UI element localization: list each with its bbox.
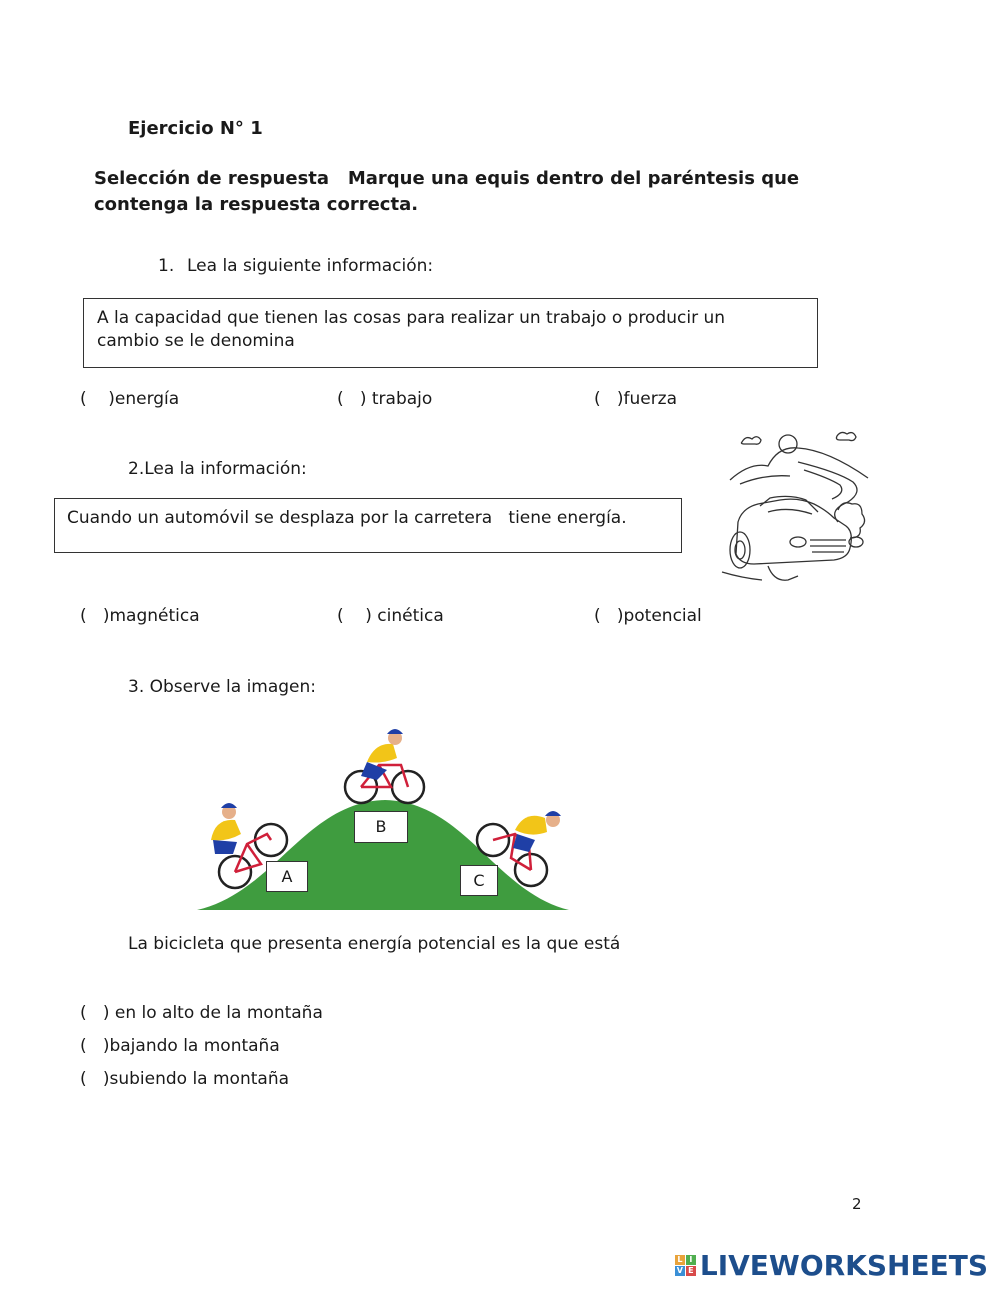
logo-text: LIVEWORKSHEETS [699, 1249, 988, 1282]
q1-option-trabajo[interactable]: ( ) trabajo [337, 389, 433, 409]
q1-info-box [83, 298, 818, 368]
q2-option-cinetica[interactable]: ( ) cinética [337, 606, 444, 626]
logo-grid-icon: L I V E [675, 1255, 696, 1276]
label-c: C [460, 865, 498, 896]
q3-prompt: 3. Observe la imagen: [128, 677, 317, 697]
q2-option-potencial[interactable]: ( )potencial [594, 606, 702, 626]
q2-box-text: Cuando un automóvil se desplaza por la carretera tiene energía. [67, 508, 627, 528]
instruction-line-2: contenga la respuesta correcta. [94, 194, 419, 215]
q3-question: La bicicleta que presenta energía potencial es la que está [128, 934, 621, 954]
q2-info-box [54, 498, 682, 553]
q1-box-line-1: A la capacidad que tienen las cosas para realizar un trabajo o producir un [97, 308, 726, 328]
liveworksheets-logo [675, 1249, 988, 1282]
cyclist-top-icon [345, 729, 424, 803]
q1-option-energia[interactable]: ( )energía [80, 389, 180, 409]
q2-option-magnetica[interactable]: ( )magnética [80, 606, 200, 626]
page-number: 2 [852, 1195, 862, 1213]
q1-number: 1. [158, 256, 175, 276]
label-a: A [266, 861, 308, 892]
q3-option-subiendo[interactable]: ( )subiendo la montaña [80, 1069, 290, 1089]
q3-option-alto[interactable]: ( ) en lo alto de la montaña [80, 1003, 323, 1023]
q1-option-fuerza[interactable]: ( )fuerza [594, 389, 678, 409]
instruction-line-1: Selección de respuesta Marque una equis dentro del paréntesis que [94, 168, 800, 189]
label-b: B [354, 811, 408, 843]
q1-prompt: Lea la siguiente información: [187, 256, 434, 276]
exercise-title: Ejercicio N° 1 [128, 118, 263, 139]
q2-prompt: 2.Lea la información: [128, 459, 307, 479]
q1-box-line-2: cambio se le denomina [97, 331, 295, 351]
q3-option-bajando[interactable]: ( )bajando la montaña [80, 1036, 280, 1056]
car-road-illustration [720, 422, 872, 590]
